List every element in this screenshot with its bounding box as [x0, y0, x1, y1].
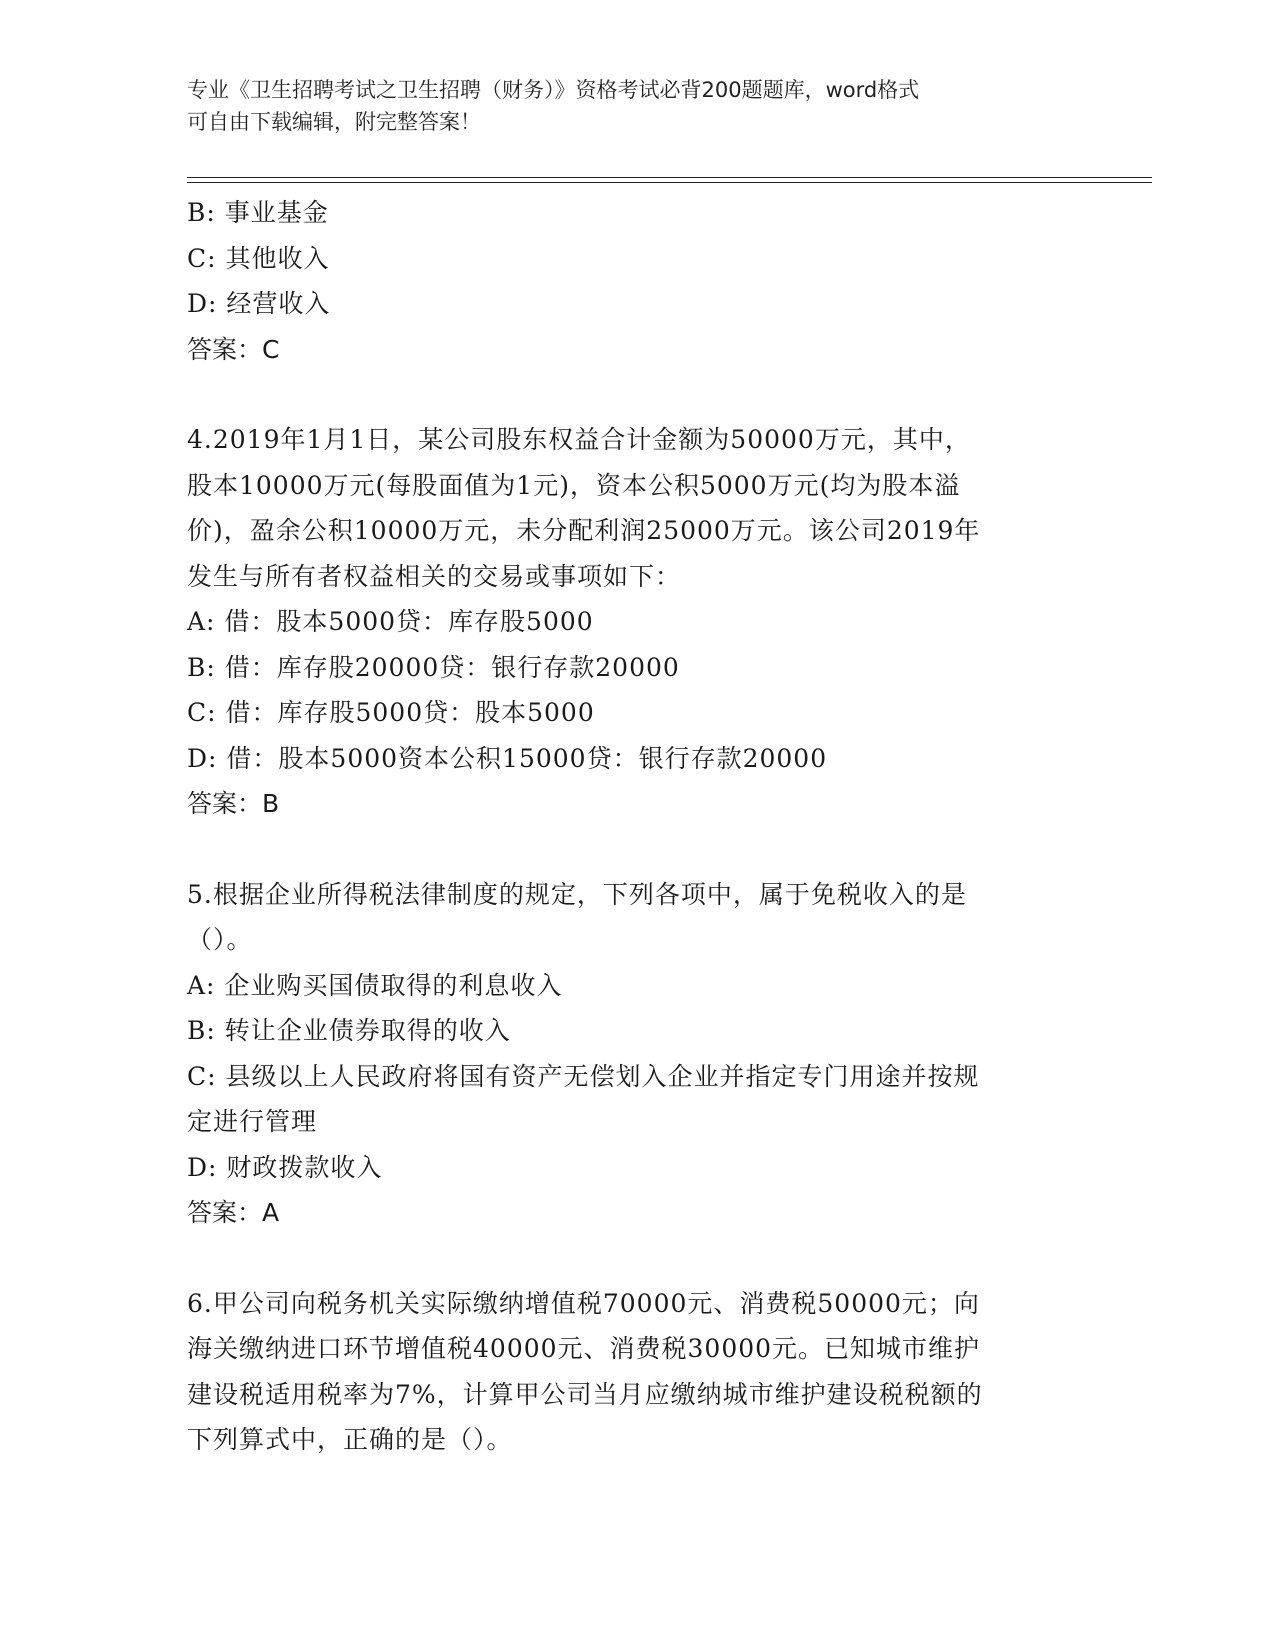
document-header: [187, 74, 1067, 138]
option-c: C: 其他收入: [187, 243, 330, 273]
option-d: D: 借：股本5000资本公积15000贷：银行存款20000: [187, 743, 828, 773]
option-d: D: 经营收入: [187, 289, 331, 318]
question-stem-line: （）。: [187, 925, 253, 954]
option-b: B: 借：库存股20000贷：银行存款20000: [187, 652, 680, 682]
question-3-tail: [187, 190, 1087, 372]
option-b: B: 转让企业债券取得的收入: [187, 1016, 511, 1045]
question-stem-line: 6.甲公司向税务机关实际缴纳增值税70000元、消费税50000元；向: [187, 1288, 980, 1318]
answer: 答案：B: [187, 789, 280, 818]
option-b: B: 事业基金: [187, 198, 329, 227]
question-stem-line: 4.2019年1月1日，某公司股东权益合计金额为50000万元，其中，: [187, 425, 971, 454]
option-a: A: 借：股本5000贷：库存股5000: [187, 607, 594, 636]
question-stem-line: 5.根据企业所得税法律制度的规定，下列各项中，属于免税收入的是: [187, 879, 967, 909]
answer: 答案：A: [187, 1198, 280, 1227]
option-c-continued: 定进行管理: [187, 1107, 318, 1136]
header-rule-bottom: [187, 182, 1152, 183]
question-stem-line: 股本10000万元(每股面值为1元)，资本公积5000万元(均为股本溢: [187, 470, 961, 500]
document-body: [187, 190, 1087, 1463]
question-6: [187, 1281, 1087, 1463]
header-line-2: 可自由下载编辑，附完整答案！: [187, 110, 481, 134]
question-4: [187, 417, 1087, 827]
option-a: A: 企业购买国债取得的利息收入: [187, 970, 563, 1000]
option-c: C: 县级以上人民政府将国有资产无偿划入企业并指定专门用途并按规: [187, 1061, 980, 1091]
question-stem-line: 海关缴纳进口环节增值税40000元、消费税30000元。已知城市维护: [187, 1334, 981, 1363]
question-stem-line: 发生与所有者权益相关的交易或事项如下：: [187, 561, 682, 591]
header-line-1: 专业《卫生招聘考试之卫生招聘（财务）》资格考试必背200题题库，word格式: [187, 78, 920, 102]
question-5: [187, 872, 1087, 1236]
option-c: C: 借：库存股5000贷：股本5000: [187, 698, 595, 727]
question-stem-line: 下列算式中，正确的是（）。: [187, 1425, 513, 1454]
question-stem-line: 建设税适用税率为7%，计算甲公司当月应缴纳城市维护建设税税额的: [187, 1379, 983, 1409]
option-d: D: 财政拨款收入: [187, 1152, 383, 1182]
question-stem-line: 价)，盈余公积10000万元，未分配利润25000万元。该公司2019年: [187, 516, 981, 545]
header-rule-top: [187, 177, 1152, 178]
answer: 答案：C: [187, 334, 280, 364]
